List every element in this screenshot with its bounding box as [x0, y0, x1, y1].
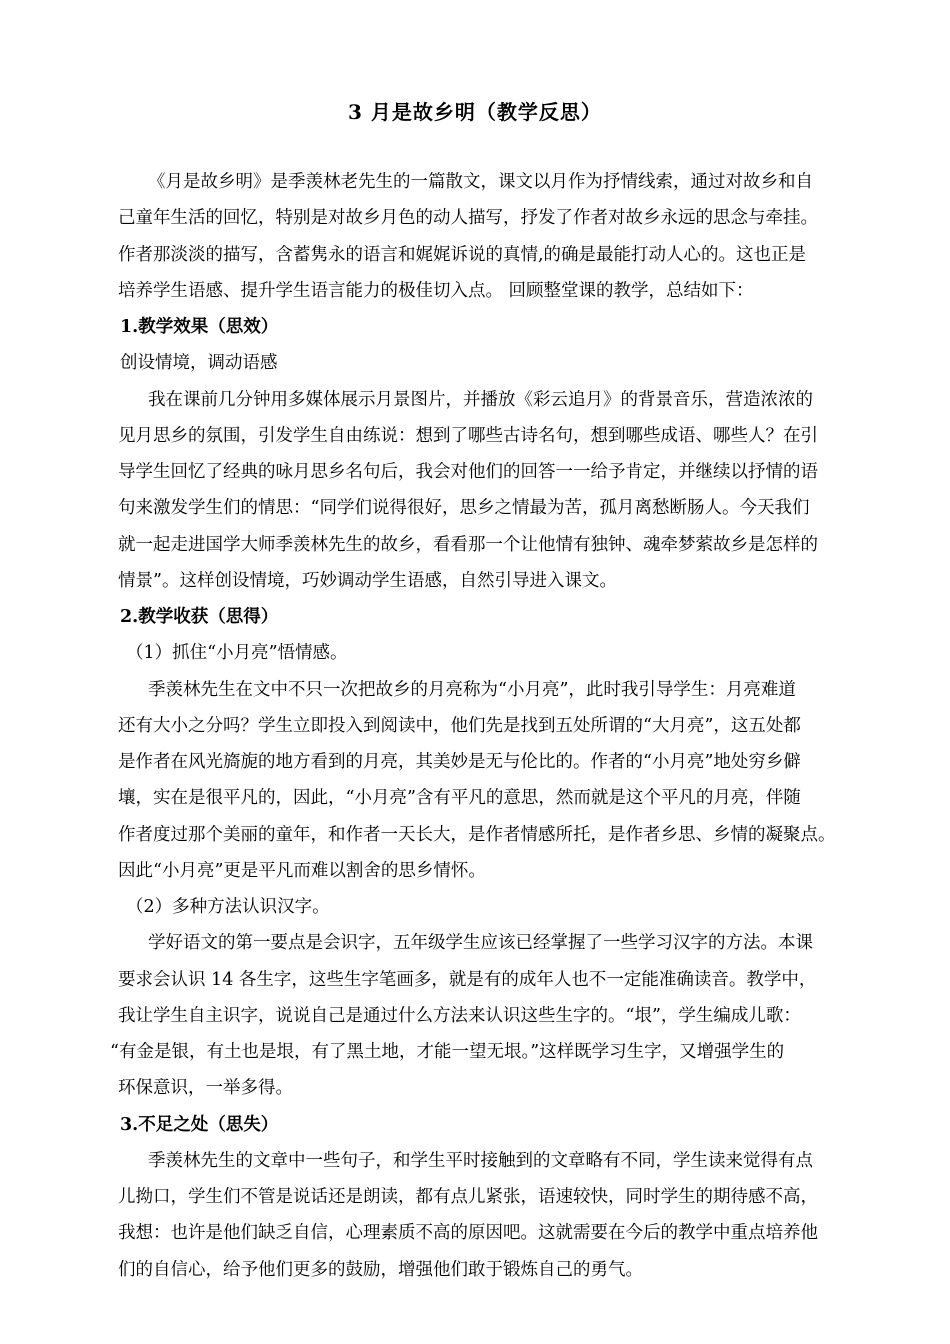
body-line: 见月思乡的氛围，引发学生自由练说：想到了哪些古诗名句，想到哪些成语、哪些人？在引 [118, 426, 818, 446]
body-line: 我让学生自主识字，说说自己是通过什么方法来认识这些生字的。“垠”，学生编成儿歌： [118, 1006, 801, 1026]
section-heading-1: 1.教学效果（思效） [120, 317, 279, 337]
intro-line: 培养学生语感、提升学生语言能力的极佳切入点。 回顾整堂课的教学，总结如下： [118, 281, 754, 301]
body-line: 环保意识，一举多得。 [118, 1078, 293, 1098]
body-line: 学好语文的第一要点是会识字，五年级学生应该已经掌握了一些学习汉字的方法。本课 [148, 933, 813, 953]
sub-point: （2）多种方法认识汉字。 [126, 897, 330, 917]
section-subheading: 创设情境，调动语感 [120, 353, 278, 373]
body-line: 们的自信心，给予他们更多的鼓励，增强他们敢于锻炼自己的勇气。 [118, 1260, 643, 1280]
page-title: 3 月是故乡明（教学反思） [348, 100, 602, 124]
body-line: “有金是银，有土也是垠，有了黑土地，才能一望无垠。”这样既学习生字，又增强学生的 [110, 1042, 785, 1062]
body-line: 作者度过那个美丽的童年，和作者一天长大，是作者情感所托，是作者乡思、乡情的凝聚点。 [118, 825, 836, 845]
body-line: 句来激发学生们的情思：“同学们说得很好，思乡之情最为苦，孤月离愁断肠人。今天我们 [118, 498, 810, 518]
body-line: 是作者在风光旖旎的地方看到的月亮，其美妙是无与伦比的。作者的“小月亮”地处穷乡僻 [118, 752, 801, 772]
body-line: 要求会认识 14 各生字，这些生字笔画多，就是有的成年人也不一定能准确读音。教学中， [118, 970, 817, 990]
body-line: 因此“小月亮”更是平凡而难以割舍的思乡情怀。 [118, 861, 486, 881]
body-line: 季羡林先生的文章中一些句子，和学生平时接触到的文章略有不同，学生读来觉得有点 [148, 1151, 813, 1171]
body-line: 还有大小之分吗？学生立即投入到阅读中，他们先是找到五处所谓的“大月亮”，这五处都 [118, 716, 801, 736]
intro-line: 作者那淡淡的描写，含蓄隽永的语言和娓娓诉说的真情,的确是最能打动人心的。这也正是 [118, 245, 807, 265]
body-line: 壤，实在是很平凡的，因此，“小月亮”含有平凡的意思，然而就是这个平凡的月亮，伴随 [118, 788, 801, 808]
intro-line: 《月是故乡明》是季羡林老先生的一篇散文，课文以月作为抒情线索，通过对故乡和自 [148, 172, 813, 192]
section-heading-2: 2.教学收获（思得） [120, 607, 279, 627]
body-line: 儿拗口，学生们不管是说话还是朗读，都有点儿紧张，语速较快，同时学生的期待感不高， [118, 1187, 818, 1207]
body-line: 情景”。这样创设情境，巧妙调动学生语感，自然引导进入课文。 [118, 571, 617, 591]
sub-point: （1）抓住“小月亮”悟情感。 [126, 643, 348, 663]
intro-line: 己童年生活的回忆，特别是对故乡月色的动人描写，抒发了作者对故乡永远的思念与牵挂。 [118, 208, 818, 228]
body-line: 我想：也许是他们缺乏自信，心理素质不高的原因吧。这就需要在今后的教学中重点培养他 [118, 1223, 818, 1243]
body-line: 季羡林先生在文中不只一次把故乡的月亮称为“小月亮”，此时我引导学生：月亮难道 [148, 680, 796, 700]
body-line: 就一起走进国学大师季羡林先生的故乡，看看那一个让他情有独钟、魂牵梦萦故乡是怎样的 [118, 535, 818, 555]
body-line: 我在课前几分钟用多媒体展示月景图片，并播放《彩云追月》的背景音乐，营造浓浓的 [148, 390, 813, 410]
body-line: 导学生回忆了经典的咏月思乡名句后，我会对他们的回答一一给予肯定，并继续以抒情的语 [118, 462, 818, 482]
section-heading-3: 3.不足之处（思失） [120, 1115, 279, 1135]
